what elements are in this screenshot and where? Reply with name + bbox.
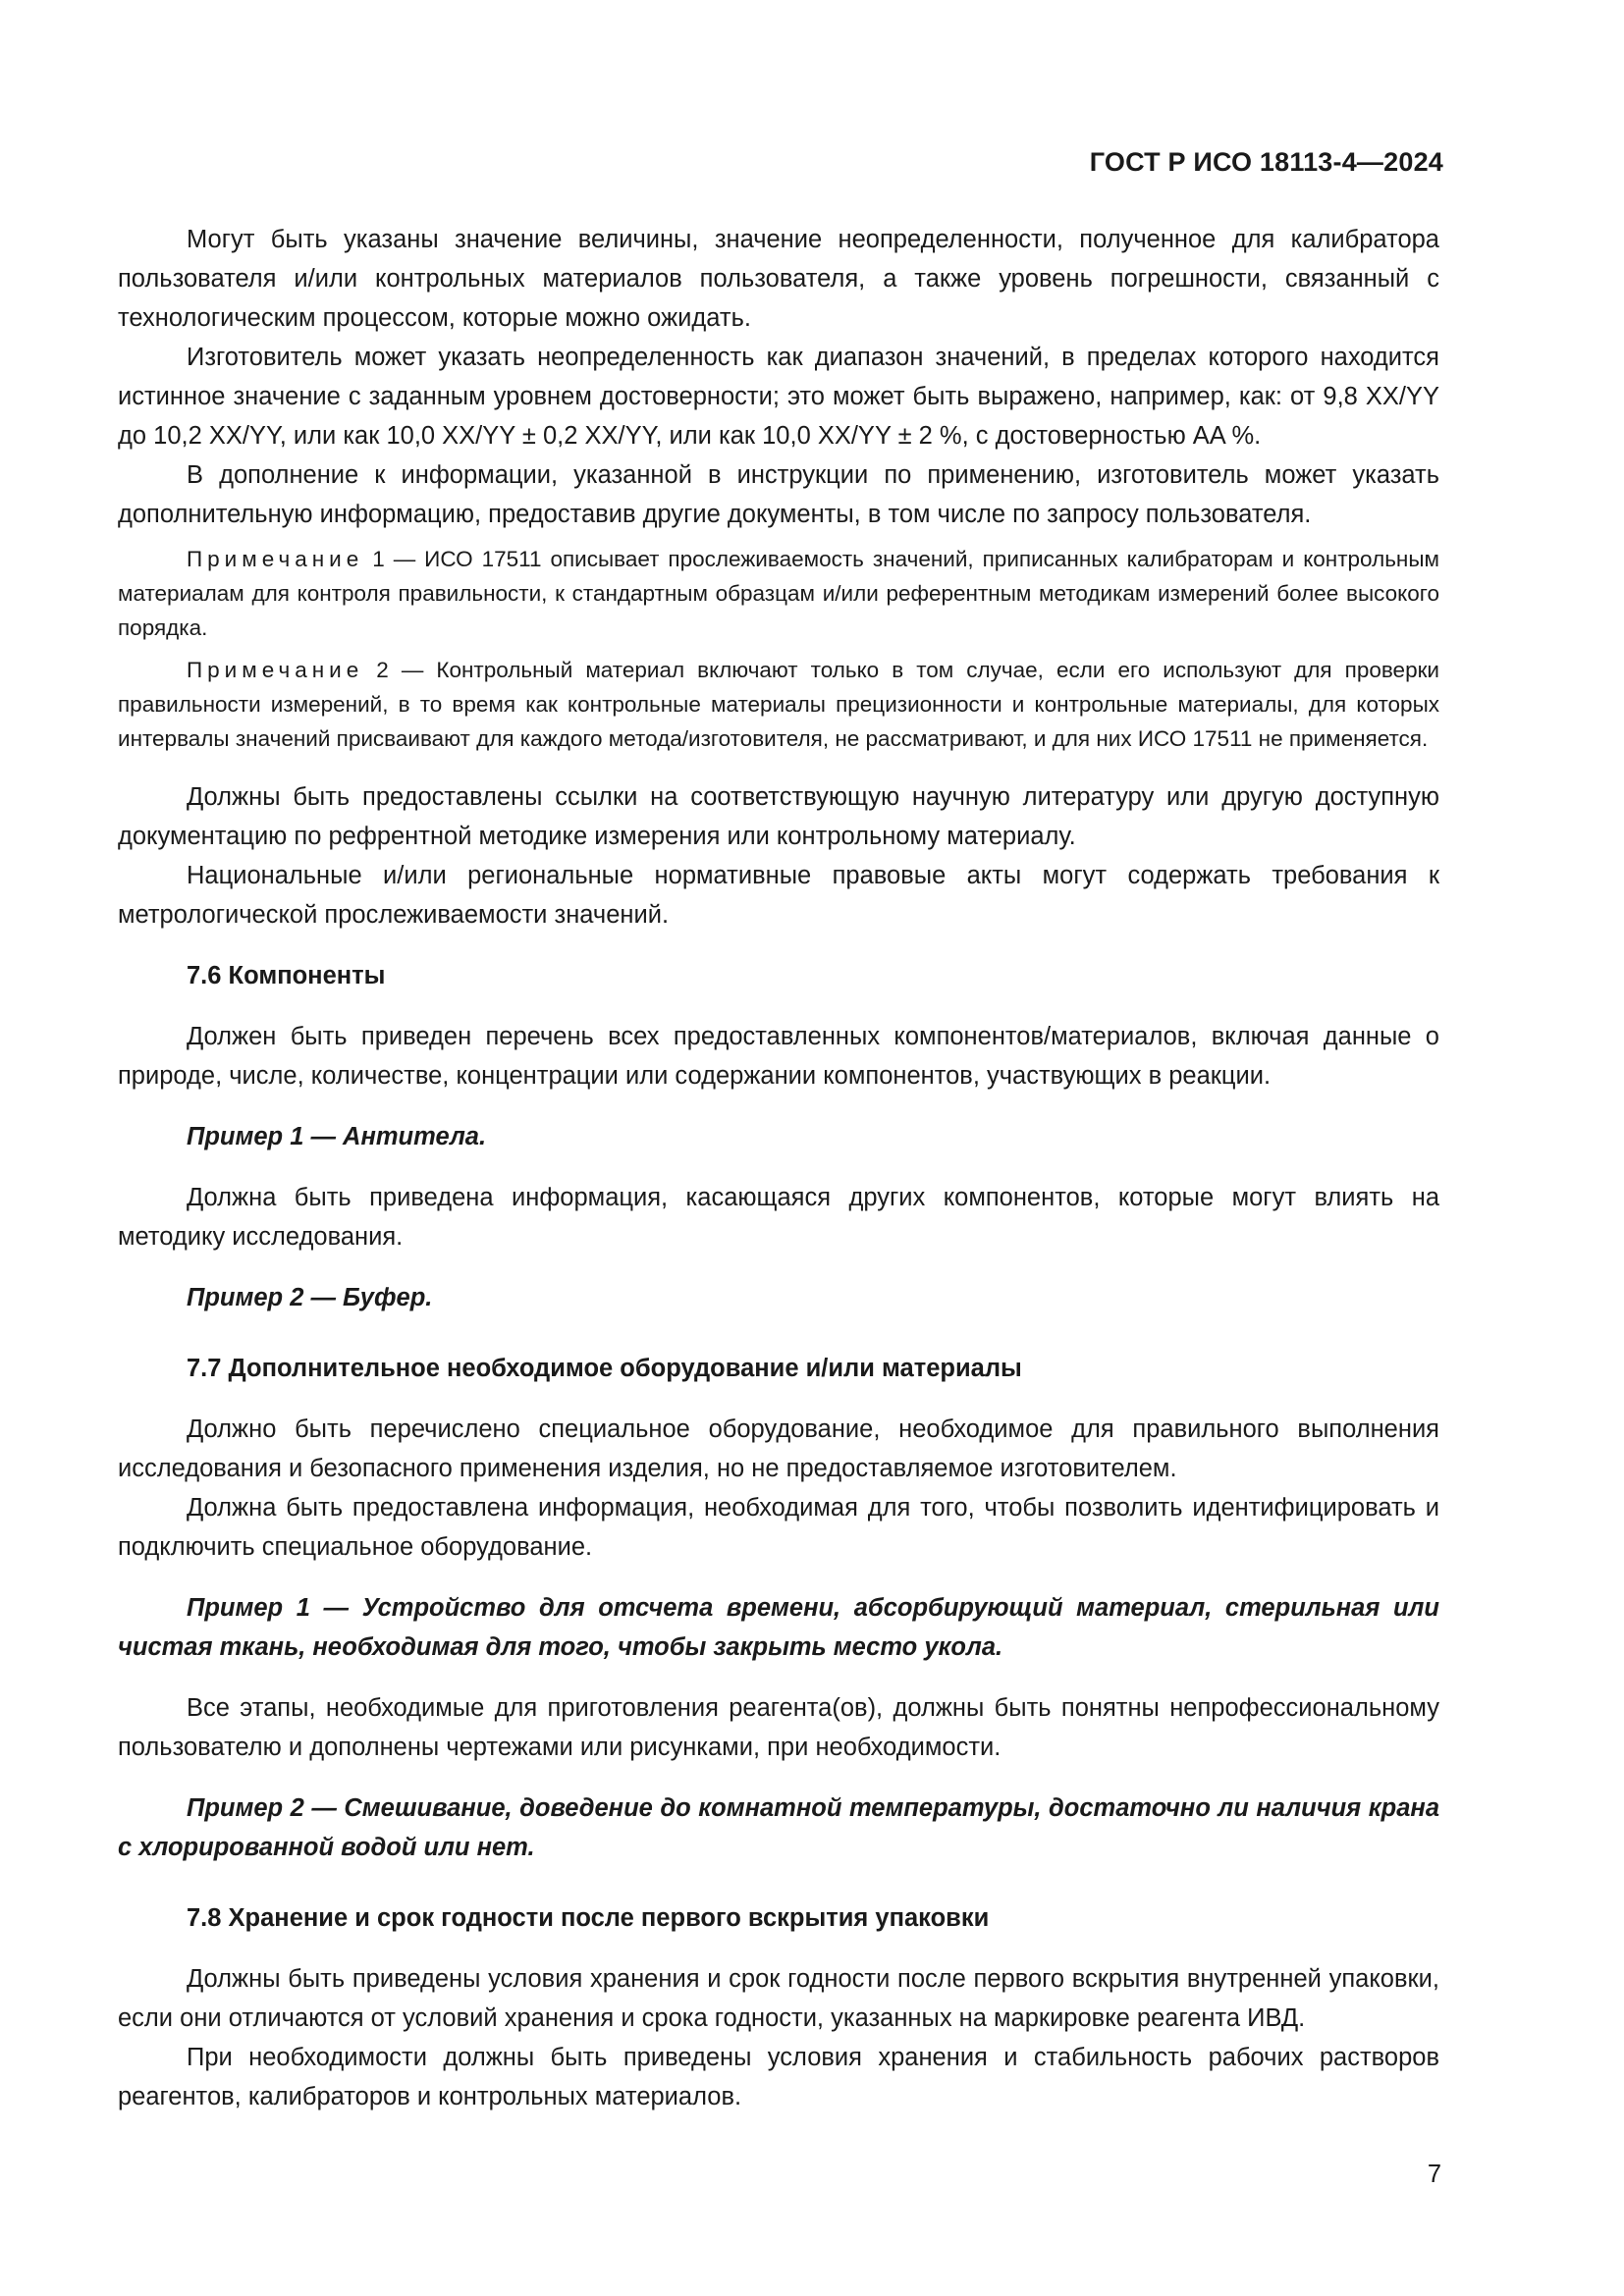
example: Пример 1 — Антитела. xyxy=(187,1123,487,1150)
note-label: Примечание xyxy=(187,658,364,682)
note-label: Примечание xyxy=(187,547,364,571)
paragraph: Должен быть приведен перечень всех предоставленных компонентов/материалов, включая данные о природе, числе, количестве, концентрации или содержании компонентов, участвующих в реакции. xyxy=(118,1023,1439,1090)
section-heading-7-6: 7.6 Компоненты xyxy=(187,962,386,989)
paragraph: Должно быть перечислено специальное оборудование, необходимое для правильного выполнения исследования и безопасного применения изделия, но не предоставляемое изготовителем. xyxy=(118,1415,1439,1482)
section-heading-7-7: 7.7 Дополнительное необходимое оборудование и/или материалы xyxy=(187,1355,1022,1382)
section-heading-7-8: 7.8 Хранение и срок годности после первого вскрытия упаковки xyxy=(187,1904,990,1932)
paragraph: Должны быть приведены условия хранения и срок годности после первого вскрытия внутренней упаковки, если они отличаются от условий хранения и срока годности, указанных на маркировке реагента ИВД. xyxy=(118,1965,1439,2032)
example: Пример 2 — Смешивание, доведение до комнатной температуры, достаточно ли наличия крана с хлорированной водой или нет. xyxy=(118,1794,1439,1861)
note-1 xyxy=(118,542,1439,645)
paragraph: Должна быть предоставлена информация, необходимая для того, чтобы позволить идентифицировать и подключить специальное оборудование. xyxy=(118,1494,1439,1561)
note-2 xyxy=(118,653,1439,756)
example: Пример 2 — Буфер. xyxy=(187,1284,433,1311)
paragraph: При необходимости должны быть приведены условия хранения и стабильность рабочих растворов реагентов, калибраторов и контрольных материалов. xyxy=(118,2044,1439,2110)
note-text: 2 — Контрольный материал включают только в том случае, если его используют для проверки правильности измерений, в то время как контрольные материалы прецизионности и контрольные материалы, для которых интервалы значений присваивают для каждого метода/изготовителя, не рассматривают, и для них ИСО 17511 не применяется. xyxy=(118,658,1439,751)
paragraph: Национальные и/или региональные нормативные правовые акты могут содержать требования к метрологической прослеживаемости значений. xyxy=(118,862,1439,929)
paragraph: В дополнение к информации, указанной в инструкции по применению, изготовитель может указать дополнительную информацию, предоставив другие документы, в том числе по запросу пользователя. xyxy=(118,461,1439,528)
note-text: 1 — ИСО 17511 описывает прослеживаемость значений, приписанных калибраторам и контрольным материалам для контроля правильности, к стандартным образцам и/или референтным методикам измерений более высокого порядка. xyxy=(118,547,1439,640)
paragraph: Могут быть указаны значение величины, значение неопределенности, полученное для калибратора пользователя и/или контрольных материалов пользователя, а также уровень погрешности, связанный с технологическим процессом, которые можно ожидать. xyxy=(118,226,1439,332)
document-header: ГОСТ Р ИСО 18113-4—2024 xyxy=(1089,147,1443,177)
paragraph: Изготовитель может указать неопределенность как диапазон значений, в пределах которого находится истинное значение с заданным уровнем достоверности; это может быть выражено, например, как: от 9,8 XX/YY до 10,2 XX/YY, или как 10,0 XX/YY ± 0,2 XX/YY, или как 10,0 XX/YY ± 2 %, с достоверностью AA %. xyxy=(118,344,1439,450)
paragraph: Все этапы, необходимые для приготовления реагента(ов), должны быть понятны непрофессиональному пользователю и дополнены чертежами или рисунками, при необходимости. xyxy=(118,1694,1439,1761)
page-content xyxy=(118,220,1439,2116)
paragraph: Должна быть приведена информация, касающаяся других компонентов, которые могут влиять на методику исследования. xyxy=(118,1184,1439,1251)
paragraph: Должны быть предоставлены ссылки на соответствующую научную литературу или другую доступную документацию по рефрентной методике измерения или контрольному материалу. xyxy=(118,783,1439,850)
example: Пример 1 — Устройство для отсчета времени, абсорбирующий материал, стерильная или чистая ткань, необходимая для того, чтобы закрыть место укола. xyxy=(118,1594,1439,1661)
page-number: 7 xyxy=(1427,2161,1441,2188)
